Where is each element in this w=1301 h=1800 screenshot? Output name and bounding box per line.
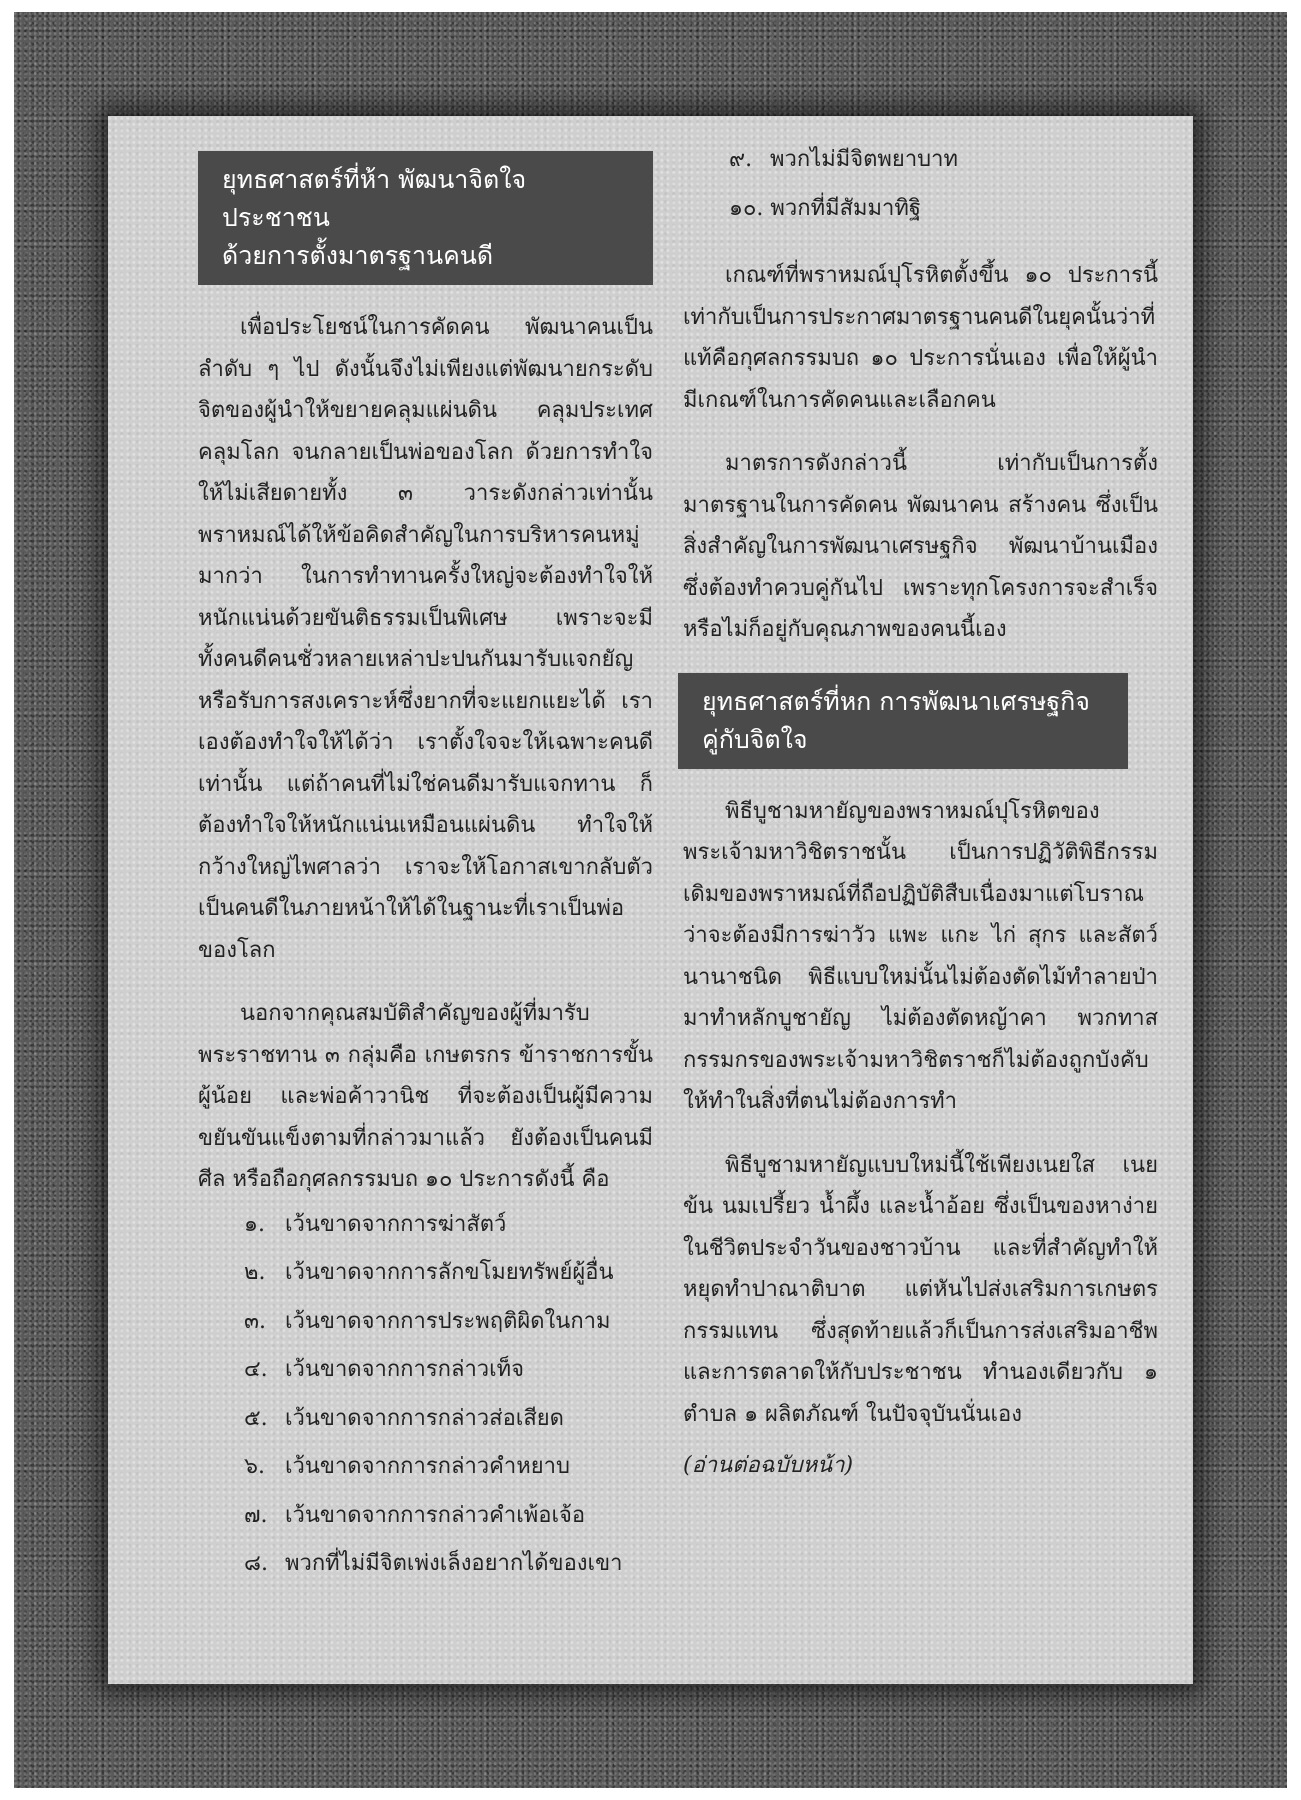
precept-list-continued xyxy=(683,136,1158,233)
list-item: ๘. พวกที่ไม่มีจิตเพ่งเล็งอยากได้ของเขา xyxy=(244,1551,623,1576)
list-item: ๑. เว้นขาดจากการฆ่าสัตว์ xyxy=(244,1211,507,1237)
list-item: ๑๐. พวกที่มีสัมมาทิฐิ xyxy=(729,195,921,221)
list-item: ๖. เว้นขาดจากการกล่าวคำหยาบ xyxy=(244,1454,570,1479)
list-item: ๙. พวกไม่มีจิตพยาบาท xyxy=(729,147,958,172)
continued-note: (อ่านต่อฉบับหน้า) xyxy=(683,1453,854,1478)
list-item: ๕. เว้นขาดจากการกล่าวส่อเสียด xyxy=(244,1405,564,1431)
heading-line: คู่กับจิตใจ xyxy=(702,724,808,754)
precept-list xyxy=(198,1201,653,1589)
left-column xyxy=(198,151,758,1589)
section-heading-five xyxy=(198,151,653,285)
heading-line: ยุทธศาสตร์ที่หก การพัฒนาเศรษฐกิจ xyxy=(702,686,1090,716)
body-paragraph: พิธีบูชามหายัญแบบใหม่นี้ใช้เพียงเนยใส เนยข้น นมเปรี้ยว น้ำผึ้ง และน้ำอ้อย ซึ่งเป็นของหาง่ายในชีวิตประจำวันของชาวบ้าน และที่สำคัญทำให้หยุดทำปาณาติบาต แต่หันไปส่งเสริมการเกษตรกรรมแทน ซึ่งสุดท้ายแล้วก็เป็นการส่งเสริมอาชีพและการตลาดให้กับประชาชน ทำนองเดียวกับ ๑ ตำบล ๑ ผลิตภัณฑ์ ในปัจจุบันนั่นเอง xyxy=(683,1152,1158,1427)
list-item: ๒. เว้นขาดจากการลักขโมยทรัพย์ผู้อื่น xyxy=(244,1260,614,1285)
list-item: ๓. เว้นขาดจากการประพฤติผิดในกาม xyxy=(244,1308,611,1334)
body-paragraph: พิธีบูชามหายัญของพราหมณ์ปุโรหิตของพระเจ้ามหาวิชิตราชนั้น เป็นการปฏิวัติพิธีกรรมเดิมของพราหมณ์ที่ถือปฏิบัติสืบเนื่องมาแต่โบราณว่าจะต้องมีการฆ่าวัว แพะ แกะ ไก่ สุกร และสัตว์นานาชนิด พิธีแบบใหม่นั้นไม่ต้องตัดไม้ทำลายป่ามาทำหลักบูชายัญ ไม่ต้องตัดหญ้าคา พวกทาสกรรมกรของพระเจ้ามหาวิชิตราชก็ไม่ต้องถูกบังคับให้ทำในสิ่งที่ตนไม่ต้องการทำ xyxy=(683,798,1158,1114)
body-paragraph: นอกจากคุณสมบัติสำคัญของผู้ที่มารับพระราชทาน ๓ กลุ่มคือ เกษตรกร ข้าราชการขั้นผู้น้อย และพ่อค้าวานิช ที่จะต้องเป็นผู้มีความขยันขันแข็งตามที่กล่าวมาแล้ว ยังต้องเป็นคนมีศีล หรือถือกุศลกรรมบถ ๑๐ ประการดังนี้ คือ xyxy=(198,1001,653,1192)
body-paragraph: มาตรการดังกล่าวนี้ เท่ากับเป็นการตั้งมาตรฐานในการคัดคน พัฒนาคน สร้างคน ซึ่งเป็นสิ่งสำคัญในการพัฒนาเศรษฐกิจ พัฒนาบ้านเมือง ซึ่งต้องทำควบคู่กันไป เพราะทุกโครงการจะสำเร็จหรือไม่ก็อยู่กับคุณภาพของคนนี้เอง xyxy=(683,451,1158,642)
list-item: ๔. เว้นขาดจากการกล่าวเท็จ xyxy=(244,1357,525,1382)
body-paragraph: เพื่อประโยชน์ในการคัดคน พัฒนาคนเป็นลำดับ ๆ ไป ดังนั้นจึงไม่เพียงแต่พัฒนายกระดับจิตของผู้นำให้ขยายคลุมแผ่นดิน คลุมประเทศ คลุมโลก จนกลายเป็นพ่อของโลก ด้วยการทำใจให้ไม่เสียดายทั้ง ๓ วาระดังกล่าวเท่านั้น พราหมณ์ได้ให้ข้อคิดสำคัญในการบริหารคนหมู่มากว่า ในการทำทานครั้งใหญ่จะต้องทำใจให้หนักแน่นด้วยขันติธรรมเป็นพิเศษ เพราะจะมีทั้งคนดีคนชั่วหลายเหล่าปะปนกันมารับแจกยัญหรือรับการสงเคราะห์ซึ่งยากที่จะแยกแยะได้ เราเองต้องทำใจให้ได้ว่า เราตั้งใจจะให้เฉพาะคนดีเท่านั้น แต่ถ้าคนที่ไม่ใช่คนดีมารับแจกทาน ก็ต้องทำใจให้หนักแน่นเหมือนแผ่นดิน ทำใจให้กว้างใหญ่ไพศาลว่า เราจะให้โอกาสเขากลับตัวเป็นคนดีในภายหน้าให้ได้ในฐานะที่เราเป็นพ่อของโลก xyxy=(198,315,653,963)
heading-line: ยุทธศาสตร์ที่ห้า พัฒนาจิตใจประชาชน xyxy=(222,165,527,232)
list-item: ๗. เว้นขาดจากการกล่าวคำเพ้อเจ้อ xyxy=(244,1502,586,1528)
body-paragraph: เกณฑ์ที่พราหมณ์ปุโรหิตตั้งขึ้น ๑๐ ประการนี้เท่ากับเป็นการประกาศมาตรฐานคนดีในยุคนั้นว่าที่แท้คือกุศลกรรมบถ ๑๐ ประการนั่นเอง เพื่อให้ผู้นำมีเกณฑ์ในการคัดคนและเลือกคน xyxy=(683,263,1158,413)
heading-line: ด้วยการตั้งมาตรฐานคนดี xyxy=(222,241,494,270)
section-heading-six xyxy=(678,673,1128,769)
right-column xyxy=(683,136,1158,1487)
page-sheet xyxy=(108,116,1193,1684)
